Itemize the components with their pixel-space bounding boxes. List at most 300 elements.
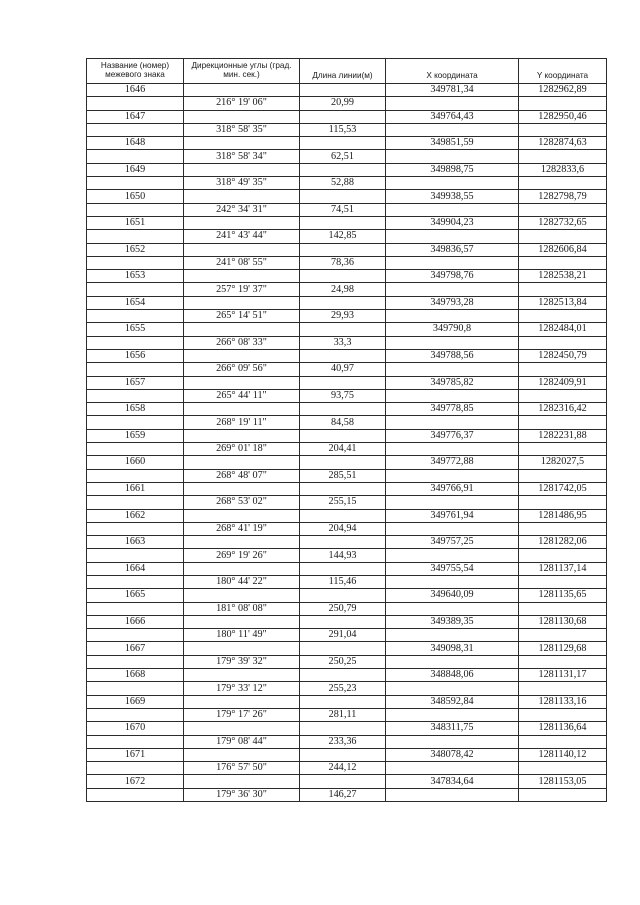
empty-cell — [386, 443, 519, 456]
empty-cell — [386, 629, 519, 642]
empty-cell — [184, 296, 300, 309]
empty-cell — [300, 323, 386, 336]
empty-cell — [300, 562, 386, 575]
empty-cell — [386, 256, 519, 269]
x-coordinate-cell: 349772,88 — [386, 456, 519, 469]
empty-cell — [184, 216, 300, 229]
table-row-segment — [87, 256, 607, 269]
x-coordinate-cell: 347834,64 — [386, 775, 519, 788]
y-coordinate-cell: 1281130,68 — [519, 615, 607, 628]
point-name-cell: 1667 — [87, 642, 184, 655]
table-row-segment — [87, 97, 607, 110]
empty-cell — [300, 482, 386, 495]
empty-cell — [519, 283, 607, 296]
empty-cell — [87, 256, 184, 269]
empty-cell — [519, 788, 607, 801]
empty-cell — [300, 669, 386, 682]
y-coordinate-cell: 1281136,64 — [519, 722, 607, 735]
x-coordinate-cell: 349788,56 — [386, 349, 519, 362]
table-row-segment — [87, 230, 607, 243]
empty-cell — [386, 655, 519, 668]
y-coordinate-cell: 1282513,84 — [519, 296, 607, 309]
direction-angle-cell: 180° 11' 49" — [184, 629, 300, 642]
empty-cell — [87, 336, 184, 349]
empty-cell — [87, 602, 184, 615]
table-row-segment — [87, 336, 607, 349]
table-row-segment — [87, 575, 607, 588]
empty-cell — [300, 110, 386, 123]
empty-cell — [184, 323, 300, 336]
line-length-cell: 204,94 — [300, 522, 386, 535]
empty-cell — [184, 775, 300, 788]
empty-cell — [300, 163, 386, 176]
direction-angle-cell: 266° 09' 56" — [184, 363, 300, 376]
empty-cell — [300, 270, 386, 283]
header-x-coordinate: X координата — [386, 59, 519, 84]
direction-angle-cell: 181° 08' 08" — [184, 602, 300, 615]
y-coordinate-cell: 1282409,91 — [519, 376, 607, 389]
empty-cell — [184, 615, 300, 628]
x-coordinate-cell: 349776,37 — [386, 429, 519, 442]
header-direction-angle: Дирекционные углы (град. мин. сек.) — [184, 59, 300, 84]
table-row-segment — [87, 416, 607, 429]
table-row-point — [87, 110, 607, 123]
x-coordinate-cell: 349766,91 — [386, 482, 519, 495]
y-coordinate-cell: 1281131,17 — [519, 669, 607, 682]
empty-cell — [519, 762, 607, 775]
empty-cell — [519, 549, 607, 562]
table-row-point — [87, 615, 607, 628]
table-row-point — [87, 589, 607, 602]
empty-cell — [519, 363, 607, 376]
direction-angle-cell: 179° 33' 12" — [184, 682, 300, 695]
y-coordinate-cell: 1282316,42 — [519, 403, 607, 416]
empty-cell — [386, 708, 519, 721]
point-name-cell: 1664 — [87, 562, 184, 575]
x-coordinate-cell: 349640,09 — [386, 589, 519, 602]
direction-angle-cell: 176° 57' 50" — [184, 762, 300, 775]
direction-angle-cell: 241° 08' 55" — [184, 256, 300, 269]
x-coordinate-cell: 349778,85 — [386, 403, 519, 416]
empty-cell — [300, 615, 386, 628]
boundary-coordinates-table — [86, 58, 607, 802]
y-coordinate-cell: 1281129,68 — [519, 642, 607, 655]
empty-cell — [184, 376, 300, 389]
empty-cell — [87, 389, 184, 402]
empty-cell — [386, 336, 519, 349]
y-coordinate-cell: 1282732,65 — [519, 216, 607, 229]
table-row-point — [87, 190, 607, 203]
point-name-cell: 1665 — [87, 589, 184, 602]
x-coordinate-cell: 349904,23 — [386, 216, 519, 229]
line-length-cell: 29,93 — [300, 310, 386, 323]
y-coordinate-cell: 1282833,6 — [519, 163, 607, 176]
table-row-point — [87, 722, 607, 735]
empty-cell — [184, 163, 300, 176]
empty-cell — [386, 575, 519, 588]
empty-cell — [519, 203, 607, 216]
empty-cell — [386, 389, 519, 402]
x-coordinate-cell: 349938,55 — [386, 190, 519, 203]
x-coordinate-cell: 349098,31 — [386, 642, 519, 655]
table-row-point — [87, 509, 607, 522]
empty-cell — [300, 190, 386, 203]
empty-cell — [87, 549, 184, 562]
empty-cell — [87, 469, 184, 482]
x-coordinate-cell: 348592,84 — [386, 695, 519, 708]
empty-cell — [184, 137, 300, 150]
header-line-length: Длина линии(м) — [300, 59, 386, 84]
table-row-point — [87, 323, 607, 336]
y-coordinate-cell: 1282874,63 — [519, 137, 607, 150]
empty-cell — [386, 97, 519, 110]
y-coordinate-cell: 1281135,65 — [519, 589, 607, 602]
y-coordinate-cell: 1281140,12 — [519, 748, 607, 761]
line-length-cell: 115,46 — [300, 575, 386, 588]
direction-angle-cell: 265° 14' 51" — [184, 310, 300, 323]
empty-cell — [386, 496, 519, 509]
empty-cell — [87, 496, 184, 509]
empty-cell — [87, 97, 184, 110]
empty-cell — [386, 416, 519, 429]
table-row-point — [87, 349, 607, 362]
empty-cell — [386, 522, 519, 535]
empty-cell — [519, 496, 607, 509]
table-row-segment — [87, 177, 607, 190]
empty-cell — [519, 123, 607, 136]
table-row-point — [87, 669, 607, 682]
empty-cell — [386, 203, 519, 216]
y-coordinate-cell: 1282798,79 — [519, 190, 607, 203]
empty-cell — [184, 403, 300, 416]
empty-cell — [519, 708, 607, 721]
table-row-point — [87, 163, 607, 176]
empty-cell — [87, 230, 184, 243]
empty-cell — [386, 788, 519, 801]
empty-cell — [300, 403, 386, 416]
empty-cell — [184, 110, 300, 123]
empty-cell — [519, 389, 607, 402]
empty-cell — [87, 310, 184, 323]
direction-angle-cell: 242° 34' 31" — [184, 203, 300, 216]
empty-cell — [386, 310, 519, 323]
point-name-cell: 1647 — [87, 110, 184, 123]
x-coordinate-cell: 349798,76 — [386, 270, 519, 283]
direction-angle-cell: 269° 19' 26" — [184, 549, 300, 562]
y-coordinate-cell: 1282606,84 — [519, 243, 607, 256]
empty-cell — [87, 522, 184, 535]
empty-cell — [300, 642, 386, 655]
empty-cell — [300, 775, 386, 788]
empty-cell — [87, 708, 184, 721]
empty-cell — [87, 655, 184, 668]
empty-cell — [87, 735, 184, 748]
line-length-cell: 74,51 — [300, 203, 386, 216]
table-row-point — [87, 642, 607, 655]
x-coordinate-cell: 349764,43 — [386, 110, 519, 123]
table-row-point — [87, 456, 607, 469]
empty-cell — [87, 177, 184, 190]
point-name-cell: 1661 — [87, 482, 184, 495]
table-row-point — [87, 562, 607, 575]
y-coordinate-cell: 1281742,05 — [519, 482, 607, 495]
y-coordinate-cell: 1281137,14 — [519, 562, 607, 575]
x-coordinate-cell: 349757,25 — [386, 536, 519, 549]
empty-cell — [300, 216, 386, 229]
y-coordinate-cell: 1282231,88 — [519, 429, 607, 442]
empty-cell — [386, 123, 519, 136]
line-length-cell: 144,93 — [300, 549, 386, 562]
empty-cell — [184, 748, 300, 761]
table-row-segment — [87, 762, 607, 775]
table-row-point — [87, 482, 607, 495]
table-header-row — [87, 59, 607, 84]
line-length-cell: 115,53 — [300, 123, 386, 136]
line-length-cell: 291,04 — [300, 629, 386, 642]
line-length-cell: 250,79 — [300, 602, 386, 615]
empty-cell — [184, 243, 300, 256]
y-coordinate-cell: 1281486,95 — [519, 509, 607, 522]
empty-cell — [386, 363, 519, 376]
point-name-cell: 1653 — [87, 270, 184, 283]
point-name-cell: 1666 — [87, 615, 184, 628]
direction-angle-cell: 179° 36' 30" — [184, 788, 300, 801]
table-row-point — [87, 748, 607, 761]
point-name-cell: 1649 — [87, 163, 184, 176]
direction-angle-cell: 318° 49' 35" — [184, 177, 300, 190]
point-name-cell: 1651 — [87, 216, 184, 229]
empty-cell — [519, 469, 607, 482]
x-coordinate-cell: 349785,82 — [386, 376, 519, 389]
table-row-segment — [87, 682, 607, 695]
empty-cell — [386, 283, 519, 296]
empty-cell — [87, 283, 184, 296]
header-y-coordinate: Y координата — [519, 59, 607, 84]
empty-cell — [519, 150, 607, 163]
empty-cell — [386, 469, 519, 482]
line-length-cell: 146,27 — [300, 788, 386, 801]
empty-cell — [519, 256, 607, 269]
line-length-cell: 255,15 — [300, 496, 386, 509]
empty-cell — [386, 602, 519, 615]
point-name-cell: 1654 — [87, 296, 184, 309]
y-coordinate-cell: 1282538,21 — [519, 270, 607, 283]
direction-angle-cell: 268° 19' 11" — [184, 416, 300, 429]
table-row-segment — [87, 708, 607, 721]
table-row-point — [87, 536, 607, 549]
line-length-cell: 285,51 — [300, 469, 386, 482]
table-row-point — [87, 296, 607, 309]
table-body — [87, 84, 607, 802]
point-name-cell: 1658 — [87, 403, 184, 416]
empty-cell — [87, 682, 184, 695]
empty-cell — [386, 230, 519, 243]
x-coordinate-cell: 349836,57 — [386, 243, 519, 256]
line-length-cell: 204,41 — [300, 443, 386, 456]
empty-cell — [300, 137, 386, 150]
point-name-cell: 1646 — [87, 84, 184, 97]
point-name-cell: 1655 — [87, 323, 184, 336]
empty-cell — [87, 150, 184, 163]
point-name-cell: 1659 — [87, 429, 184, 442]
direction-angle-cell: 179° 17' 26" — [184, 708, 300, 721]
empty-cell — [519, 735, 607, 748]
point-name-cell: 1671 — [87, 748, 184, 761]
point-name-cell: 1670 — [87, 722, 184, 735]
empty-cell — [87, 762, 184, 775]
table-row-segment — [87, 150, 607, 163]
table-row-segment — [87, 522, 607, 535]
x-coordinate-cell: 349389,35 — [386, 615, 519, 628]
table-row-point — [87, 137, 607, 150]
table-row-segment — [87, 655, 607, 668]
empty-cell — [87, 575, 184, 588]
direction-angle-cell: 180° 44' 22" — [184, 575, 300, 588]
direction-angle-cell: 268° 41' 19" — [184, 522, 300, 535]
empty-cell — [300, 84, 386, 97]
line-length-cell: 84,58 — [300, 416, 386, 429]
table-row-point — [87, 270, 607, 283]
empty-cell — [300, 456, 386, 469]
empty-cell — [300, 429, 386, 442]
direction-angle-cell: 266° 08' 33" — [184, 336, 300, 349]
line-length-cell: 20,99 — [300, 97, 386, 110]
point-name-cell: 1668 — [87, 669, 184, 682]
direction-angle-cell: 318° 58' 34" — [184, 150, 300, 163]
table-row-segment — [87, 203, 607, 216]
table-row-segment — [87, 283, 607, 296]
table-row-segment — [87, 496, 607, 509]
empty-cell — [184, 84, 300, 97]
x-coordinate-cell: 349755,54 — [386, 562, 519, 575]
y-coordinate-cell: 1282484,01 — [519, 323, 607, 336]
empty-cell — [300, 536, 386, 549]
empty-cell — [519, 336, 607, 349]
x-coordinate-cell: 348848,06 — [386, 669, 519, 682]
empty-cell — [184, 429, 300, 442]
table-row-point — [87, 695, 607, 708]
point-name-cell: 1657 — [87, 376, 184, 389]
x-coordinate-cell: 349793,28 — [386, 296, 519, 309]
direction-angle-cell: 241° 43' 44" — [184, 230, 300, 243]
x-coordinate-cell: 348078,42 — [386, 748, 519, 761]
table-row-point — [87, 216, 607, 229]
empty-cell — [519, 629, 607, 642]
empty-cell — [386, 150, 519, 163]
empty-cell — [87, 416, 184, 429]
table-row-segment — [87, 549, 607, 562]
empty-cell — [184, 349, 300, 362]
y-coordinate-cell: 1281133,16 — [519, 695, 607, 708]
direction-angle-cell: 265° 44' 11" — [184, 389, 300, 402]
direction-angle-cell: 179° 39' 32" — [184, 655, 300, 668]
empty-cell — [519, 522, 607, 535]
y-coordinate-cell: 1282950,46 — [519, 110, 607, 123]
empty-cell — [184, 190, 300, 203]
empty-cell — [300, 748, 386, 761]
empty-cell — [300, 376, 386, 389]
empty-cell — [184, 589, 300, 602]
table-row-segment — [87, 443, 607, 456]
empty-cell — [519, 310, 607, 323]
table-row-segment — [87, 788, 607, 801]
line-length-cell: 244,12 — [300, 762, 386, 775]
empty-cell — [386, 177, 519, 190]
table-row-point — [87, 376, 607, 389]
empty-cell — [519, 97, 607, 110]
table-row-segment — [87, 310, 607, 323]
table-row-point — [87, 429, 607, 442]
point-name-cell: 1660 — [87, 456, 184, 469]
empty-cell — [184, 669, 300, 682]
empty-cell — [184, 456, 300, 469]
line-length-cell: 142,85 — [300, 230, 386, 243]
empty-cell — [519, 416, 607, 429]
direction-angle-cell: 318° 58' 35" — [184, 123, 300, 136]
empty-cell — [519, 230, 607, 243]
line-length-cell: 40,97 — [300, 363, 386, 376]
table-row-segment — [87, 389, 607, 402]
line-length-cell: 255,23 — [300, 682, 386, 695]
table-row-point — [87, 403, 607, 416]
empty-cell — [184, 509, 300, 522]
x-coordinate-cell: 349781,34 — [386, 84, 519, 97]
line-length-cell: 93,75 — [300, 389, 386, 402]
empty-cell — [519, 575, 607, 588]
empty-cell — [300, 722, 386, 735]
empty-cell — [87, 123, 184, 136]
line-length-cell: 78,36 — [300, 256, 386, 269]
table-row-segment — [87, 123, 607, 136]
x-coordinate-cell: 349898,75 — [386, 163, 519, 176]
point-name-cell: 1663 — [87, 536, 184, 549]
x-coordinate-cell: 349761,94 — [386, 509, 519, 522]
empty-cell — [87, 629, 184, 642]
empty-cell — [87, 203, 184, 216]
table-row-segment — [87, 469, 607, 482]
direction-angle-cell: 268° 48' 07" — [184, 469, 300, 482]
empty-cell — [184, 270, 300, 283]
direction-angle-cell: 179° 08' 44" — [184, 735, 300, 748]
empty-cell — [184, 482, 300, 495]
header-point-name: Название (номер) межевого знака — [87, 59, 184, 84]
direction-angle-cell: 216° 19' 06" — [184, 97, 300, 110]
line-length-cell: 62,51 — [300, 150, 386, 163]
empty-cell — [519, 443, 607, 456]
empty-cell — [386, 735, 519, 748]
empty-cell — [519, 177, 607, 190]
y-coordinate-cell: 1282962,89 — [519, 84, 607, 97]
empty-cell — [519, 655, 607, 668]
direction-angle-cell: 257° 19' 37" — [184, 283, 300, 296]
empty-cell — [184, 562, 300, 575]
table-row-point — [87, 243, 607, 256]
empty-cell — [300, 243, 386, 256]
point-name-cell: 1669 — [87, 695, 184, 708]
empty-cell — [519, 602, 607, 615]
direction-angle-cell: 269° 01' 18" — [184, 443, 300, 456]
empty-cell — [386, 762, 519, 775]
line-length-cell: 233,36 — [300, 735, 386, 748]
empty-cell — [386, 682, 519, 695]
empty-cell — [184, 536, 300, 549]
point-name-cell: 1656 — [87, 349, 184, 362]
line-length-cell: 33,3 — [300, 336, 386, 349]
empty-cell — [87, 443, 184, 456]
line-length-cell: 250,25 — [300, 655, 386, 668]
empty-cell — [184, 642, 300, 655]
x-coordinate-cell: 349790,8 — [386, 323, 519, 336]
